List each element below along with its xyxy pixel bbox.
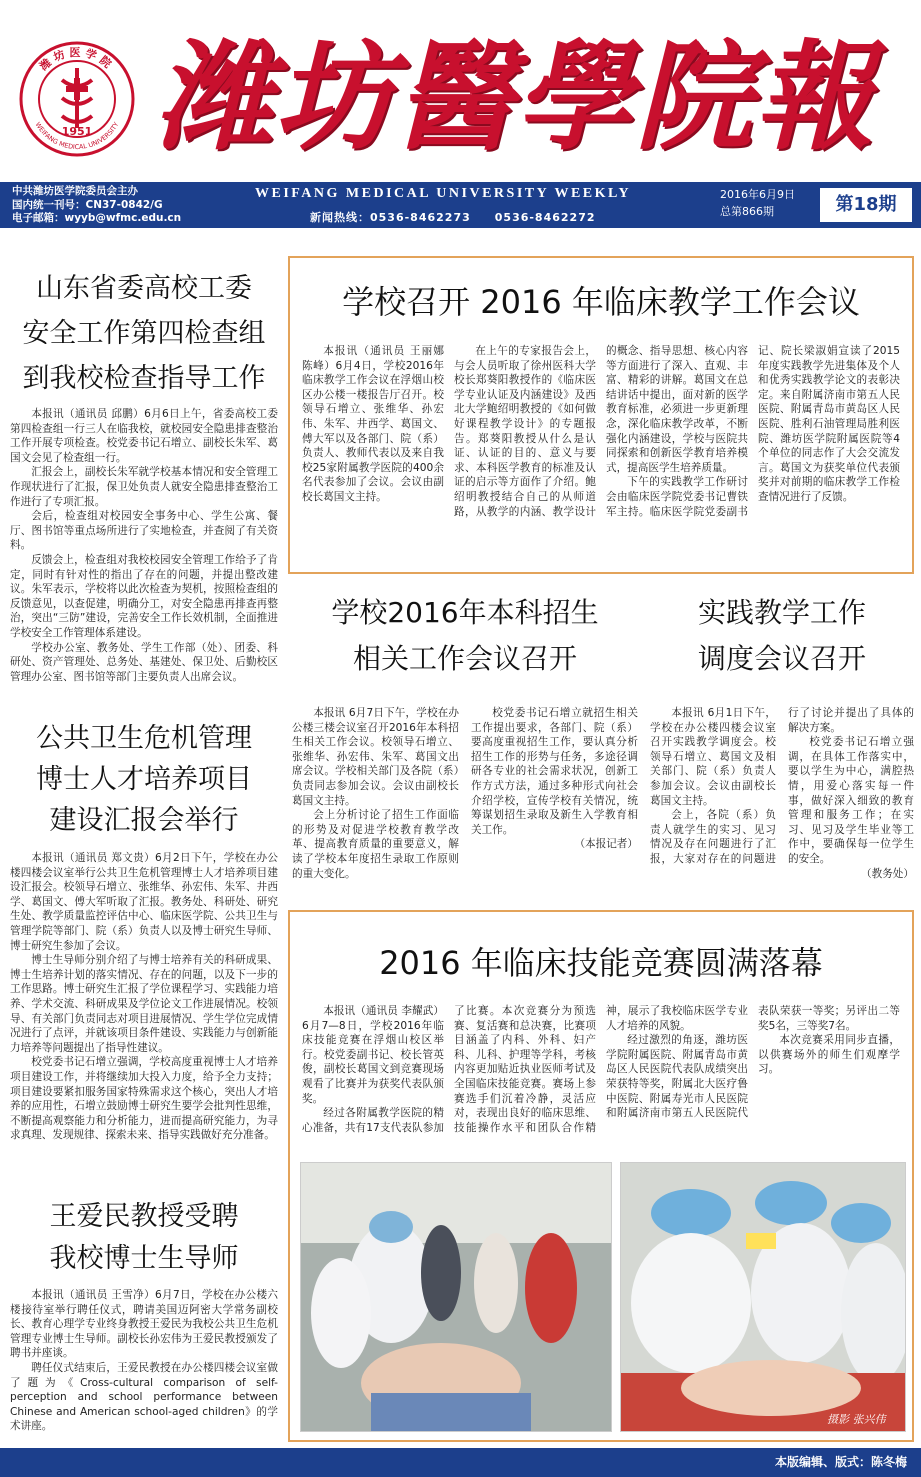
article-phd-project — [10, 718, 278, 1188]
logo-en: WEIFANG MEDICAL UNIVERSITY — [33, 120, 121, 152]
article-professor-appointment — [10, 1196, 278, 1442]
paragraph: 会上，各院（系）负责人就学生的实习、见习情况及存在问题进行了汇报，大家对存在的问题进行了讨论并提出了具体的解决方案。 — [650, 707, 914, 865]
headline-line: 到我校检查指导工作 — [22, 363, 266, 394]
paragraph: 本报讯（通讯员 王雪净）6月7日，学校在办公楼六楼接待室举行聘任仪式，聘请美国迈阿密大学常务副校长、教育心理学专业终身教授王爱民为我校公共卫生危机管理专业博士生导师。副校长孙宏伟为王爱民教授颁发了聘书并座谈。 — [10, 1289, 278, 1360]
paragraph: 本报讯（通讯员 郑文贵）6月2日下午，学校在办公楼四楼会议室举行公共卫生危机管理博士人才培养项目建设汇报会。校领导石增立、张维华、孙宏伟、朱军、井西学、葛国文、傅大军听取了汇报。教务处、科研处、研究生处、教学质量监控评估中心、临床医学院、公共卫生与管理学院等部门、院（系）负责人以及博士研究生导师、博士研究生参加了会议。 — [10, 852, 278, 952]
paragraph: 本报讯 6月1日下午，学校在办公楼四楼会议室召开实践教学调度会。校领导石增立、葛国文及相关部门、院（系）负责人参加会议。会议由副校长葛国文主持。 — [650, 707, 776, 807]
paragraph: 本报讯（通讯员 邱鹏）6月6日上午，省委高校工委第四检查组一行三人在临我校，就校园安全隐患排查整治工作开展专项检查。校党委书记石增立、副校长朱军、葛国文会见了检查组一行。 — [10, 408, 278, 464]
paragraph: 经过激烈的角逐，潍坊医学院附属医院、附属青岛市黄岛区人民医院代表队成绩突出荣获特等奖，附属北大医疗鲁中医院、附属寿光市人民医院和附属济南市第五人民医院代表队荣获一等奖；另评出二等奖5名，三等奖7名。 — [606, 1005, 900, 1120]
article-body — [302, 1004, 900, 1144]
paragraph: 聘任仪式结束后，王爱民教授在办公楼四楼会议室做了题为《Cross-cultural comparison of self-perception and school performance between Chinese and American school-aged children》的学术讲座。 — [10, 1361, 278, 1433]
paragraph: 学校办公室、教务处、学生工作部（处）、团委、科研处、资产管理处、总务处、基建处、保卫处、后勤校区管理办公室、图书馆等部门主要负责人出席会议。 — [10, 641, 278, 683]
issue-number: 第18期 — [820, 188, 912, 222]
photo-credit: 摄影 张兴伟 — [827, 1413, 886, 1426]
headline — [10, 1196, 278, 1280]
paragraph: 校党委书记石增立强调，学校高度重视博士人才培养项目建设工作，并将继续加大投入力度，给予全力支持；项目建设要紧扣服务国家特殊需求这个核心，突出人才培养的应用性，石增立鼓励博士研究生要学会批判性思维，不断提高观察能力和分析能力，进而提高研究能力，为寻求真理、发现规律、探索未来、指导实践做好充分准备。 — [10, 1056, 278, 1142]
headline-line: 博士人才培养项目 — [36, 764, 252, 795]
email: 电子邮箱：wyyb@wfmc.edu.cn — [12, 212, 182, 224]
headline: 学校召开 2016 年临床教学工作会议 — [342, 283, 860, 321]
english-name: WEIFANG MEDICAL UNIVERSITY WEEKLY — [255, 186, 632, 201]
headline-line: 调度会议召开 — [697, 642, 866, 675]
logo-text: 潍坊医学院 — [37, 46, 117, 74]
headline: 2016 年临床技能竞赛圆满落幕 — [379, 944, 823, 982]
photo-competition-students — [620, 1162, 906, 1432]
logo-year: 1951 — [61, 125, 93, 138]
paragraph: 本次竞赛采用同步直播，以供赛场外的师生们观摩学习。 — [758, 1034, 900, 1076]
article-body — [10, 407, 278, 684]
photo-competition-audience — [300, 1162, 612, 1432]
publication-info — [12, 185, 181, 226]
article-practice-teaching-meeting — [650, 590, 914, 900]
paragraph: 本报讯 6月7日下午，学校在办公楼三楼会议室召开2016年本科招生相关工作会议。校领导石增立、张维华、孙宏伟、朱军、葛国文出席会议。学校相关部门及各院（系）负责同志参加会议。会议由副校长葛国文主持。 — [292, 707, 459, 807]
masthead — [0, 0, 921, 182]
article-body — [10, 851, 278, 1143]
paragraph: 在上午的专家报告会上，与会人员听取了徐州医科大学校长郑葵阳教授作的《临床医学专业认证及内涵建设》及西北大学鲍绍明教授的《如何做好课程教学设计》的专题报告。郑葵阳教授从什么是认证、认证的目的、意义与要求、本科医学教育的标准及认证的启示等方面作了介绍。鲍绍明教授结合自己的从师道路，从教学的内涵、教学设计的概念、指导思想、核心内容等方面进行了深入、直观、丰富、精彩的讲解。葛国文在总结讲话中提出，面对新的医学教育标准，必须进一步更新理念，深化临床教学改革，不断强化内涵建设，学校与医院共同探索和创新医学教育培养模式，提高医学生培养质量。 — [454, 345, 748, 518]
article-clinical-teaching-meeting — [288, 256, 914, 574]
paragraph: 汇报会上，副校长朱军就学校基本情况和安全管理工作现状进行了汇报，保卫处负责人就安全隐患排查整治工作进行了专项汇报。 — [10, 466, 278, 508]
paragraph: 校党委书记石增立就招生相关工作提出要求，各部门、院（系）要高度重视招生工作，要认真分析招生工作的形势与任务，多途径调研各专业的社会需求状况，创新工作方式方法，通过多种形式向社会介绍学校，宣传学校有关情况，统筹谋划招生录取及新生入学教育相关工作。 — [471, 707, 638, 836]
article-body — [650, 706, 914, 881]
article-enrollment-meeting — [292, 590, 638, 900]
headline-line: 公共卫生危机管理 — [36, 723, 252, 754]
sponsor: 中共潍坊医学院委员会主办 — [12, 185, 138, 197]
paragraph: 会后，检查组对校园安全事务中心、学生公寓、餐厅、图书馆等重点场所进行了实地检查，并查阅了有关资料。 — [10, 510, 278, 552]
info-bar — [0, 182, 921, 228]
paragraph: 本报讯（通讯员 李耀武）6月7—8日，学校2016年临床技能竞赛在浮烟山校区举行。校党委副书记、校长管英俊，副校长葛国文到竞赛现场观看了比赛并为获奖代表队颁奖。 — [302, 1005, 444, 1105]
headline-line: 学校2016年本科招生 — [331, 596, 599, 629]
cn-number: 国内统一刊号：CN37-0842/G — [12, 198, 163, 211]
paragraph: 博士生导师分别介绍了与博士培养有关的科研成果、博士生培养计划的落实情况、存在的问题，以及下一步的工作思路。博士研究生汇报了学位课程学习、实践能力培养、学术交流、科研成果及学位论文工作进展情况。校领导、有关部门负责同志对项目进展情况、学生学位完成情况进行了点评，并就该项目条件建设、实践能力与创新能力培养等问题提出了指导性建议。 — [10, 954, 278, 1054]
article-body — [292, 706, 638, 881]
paragraph: 本报讯（通讯员 王丽娜 陈峰）6月4日，学校2016年临床教学工作会议在浮烟山校区办公楼一楼报告厅召开。校领导石增立、张维华、孙宏伟、朱军、井西学、葛国文、傅大军以及各部门、院（系）负责人、教师代表以及来自我校25家附属教学医院的400余名代表参加了会议。会议由副校长葛国文主持。 — [302, 345, 444, 503]
headline-line: 实践教学工作 — [697, 596, 866, 629]
article-body — [302, 344, 900, 519]
issue-date: 2016年6月9日 — [720, 188, 795, 201]
newspaper-title: 潍坊醫學院報 — [155, 27, 876, 166]
headline-line: 山东省委高校工委 — [36, 273, 252, 304]
article-body — [10, 1288, 278, 1434]
paragraph: 经过各附属教学医院的精心准备，共有17支代表队参加了比赛。本次竞赛分为预选赛、复活赛和总决赛，比赛项目涵盖了内科、外科、妇产科、儿科、护理等学科，考核内容更加贴近执业医师考试及全国临床技能竞赛。赛场上参赛选手们沉着冷静，灵活应对，表现出良好的临床思维、技能操作水平和团队合作精神，展示了我校临床医学专业人才培养的风貌。 — [302, 1005, 748, 1134]
article-source: （本报记者） — [574, 838, 638, 851]
headline — [10, 266, 278, 401]
paragraph: 下午的实践教学工作研讨会由临床医学院党委书记曹铁军主持。临床医学院党委副书记、院长梁淑娟宣读了2015年度实践教学先进集体及个人和优秀实践教学论文的表彰决定。来自附属济南市第五人民医院、附属青岛市黄岛区人民医院、胜利石油管理局胜利医院、潍坊医学院附属医院等4个单位的同志作了大会交流发言。葛国文为获奖单位代表颁奖并对前期的临床教学工作检查情况进行了反馈。 — [606, 345, 900, 518]
headline-line: 相关工作会议召开 — [352, 642, 577, 675]
headline-line: 我校博士生导师 — [49, 1243, 239, 1274]
footer-editor: 本版编辑、版式：陈冬梅 — [0, 1448, 921, 1477]
headline-line: 安全工作第四检查组 — [22, 318, 266, 349]
paragraph: 校党委书记石增立强调，在具体工作落实中，要以学生为中心，满腔热情，用爱心落实每一件事，做好深入细致的教育管理和服务工作；在实习、见习及学生毕业等工作中，要确保每一位学生的安全。 — [788, 736, 914, 865]
paragraph: 反馈会上，检查组对我校校园安全管理工作给予了肯定，同时有针对性的指出了存在的问题，并提出整改建议。朱军表示，学校将以此次检查为契机，按照检查组的反馈意见，以查促建，明确分工，对安全隐患再排查再整治，突出“三防”建设，完善安全工作长效机制，全面推进学校安全工作管理体系建设。 — [10, 553, 278, 639]
article-safety-inspection — [10, 266, 278, 706]
paragraph: 会上分析讨论了招生工作面临的形势及对促进学校教育教学改革、提高教育质量的重要意义，解读了学校本年度招生录取工作原则的重大变化。 — [292, 809, 459, 880]
article-source: （教务处） — [861, 867, 914, 880]
issue-date-block — [720, 186, 795, 220]
total-issue: 总第866期 — [720, 205, 774, 218]
headline-line: 王爱民教授受聘 — [49, 1201, 239, 1232]
news-hotline: 新闻热线：0536-8462273 0536-8462272 — [310, 211, 596, 224]
university-seal-logo — [18, 40, 136, 158]
headline-line: 建设汇报会举行 — [49, 805, 239, 836]
headline — [650, 590, 914, 682]
headline — [292, 590, 638, 682]
headline — [10, 718, 278, 841]
